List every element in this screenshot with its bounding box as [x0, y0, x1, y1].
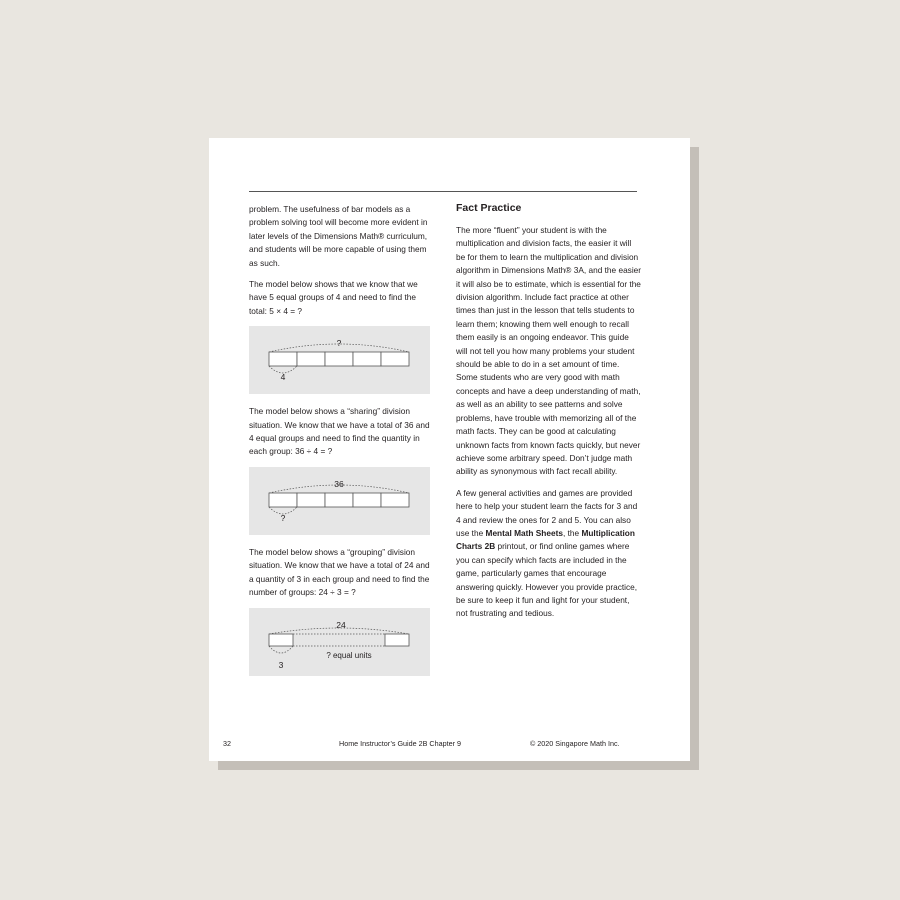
- section-heading: Fact Practice: [456, 202, 522, 214]
- right-p2-text-e: printout, or find online games where you can specify which facts are included in the game, particularly games that encourage answering quickly. However you provide practice, be sure to keep it fun and light for your student, not frustrating and tedious.: [456, 541, 638, 619]
- fig2-unit-label: ?: [280, 512, 286, 523]
- right-column: [456, 201, 642, 629]
- left-paragraph-4: The model below shows a “grouping” division situation. We know that we have a total of 24 and a quantity of 3 in each group and need to find the number of groups: 24 ÷ 3 = ?: [249, 546, 430, 598]
- page-number: 32: [223, 739, 231, 748]
- fig3-middle-label: ? equal units: [326, 650, 372, 660]
- right-p2-text-a: A few general activities and games are provided here to help your student learn the facts for 3 and 4 and review the ones for 2 and 5. You can also use the: [456, 487, 638, 538]
- left-paragraph-2: The model below shows that we know that we have 5 equal groups of 4 and need to find the total: 5 × 4 = ?: [249, 279, 418, 316]
- mental-math-sheets-bold: Mental Math Sheets: [485, 527, 563, 538]
- right-paragraph-2: [456, 487, 642, 621]
- right-paragraph-1: The more “fluent” your student is with the multiplication and division facts, the easier it will be for them to learn the multiplication and division algorithm in Dimensions Math® 3A, and the easier it will also be to estimate, which is essential for the division algorithm. Include fact practice at other times than just in the lesson that tells students to learn them; knowing them well enough to recall them easily is an ongoing endeavor. This guide will not tell you how many problems your student should be able to do in a set amount of time. Some students who are very good with math concepts and have a deep understanding of math, as well as an ability to see patterns and solve problems, have trouble with memorizing all of the math facts. They can be good at calculating unknown facts from known facts quickly, but never achieve some arbitrary speed. Don’t judge math ability as synonymous with fact recall ability.: [456, 225, 642, 477]
- fig1-unit-label: 4: [280, 372, 286, 383]
- multiplication-charts-bold: Multiplication Charts 2B: [456, 527, 635, 552]
- fig2-top-label: 36: [334, 478, 344, 489]
- header-rule: [249, 191, 637, 192]
- footer-copyright: © 2020 Singapore Math Inc.: [530, 739, 620, 748]
- left-paragraph-3: The model below shows a “sharing” division situation. We know that we have a total of 36 and 4 equal groups and need to find the quantity in each group: 36 ÷ 4 = ?: [249, 406, 430, 457]
- right-p2-text-c: , the: [562, 527, 582, 538]
- document-page: [209, 138, 690, 761]
- fig3-top-label: 24: [336, 619, 346, 630]
- bar-model-grouping: [249, 608, 430, 676]
- bar-model-sharing: [249, 467, 430, 535]
- bar-model-multiplication: [249, 326, 430, 394]
- left-paragraph-1: problem. The usefulness of bar models as a problem solving tool will become more evident in later levels of the Dimensions Math® curriculum, and students will be more capable of using them as such.: [249, 204, 428, 268]
- left-column: [249, 203, 435, 687]
- fig3-unit-label: 3: [278, 659, 284, 670]
- footer-title: Home Instructor’s Guide 2B Chapter 9: [339, 739, 461, 748]
- fig1-top-label: ?: [336, 338, 342, 349]
